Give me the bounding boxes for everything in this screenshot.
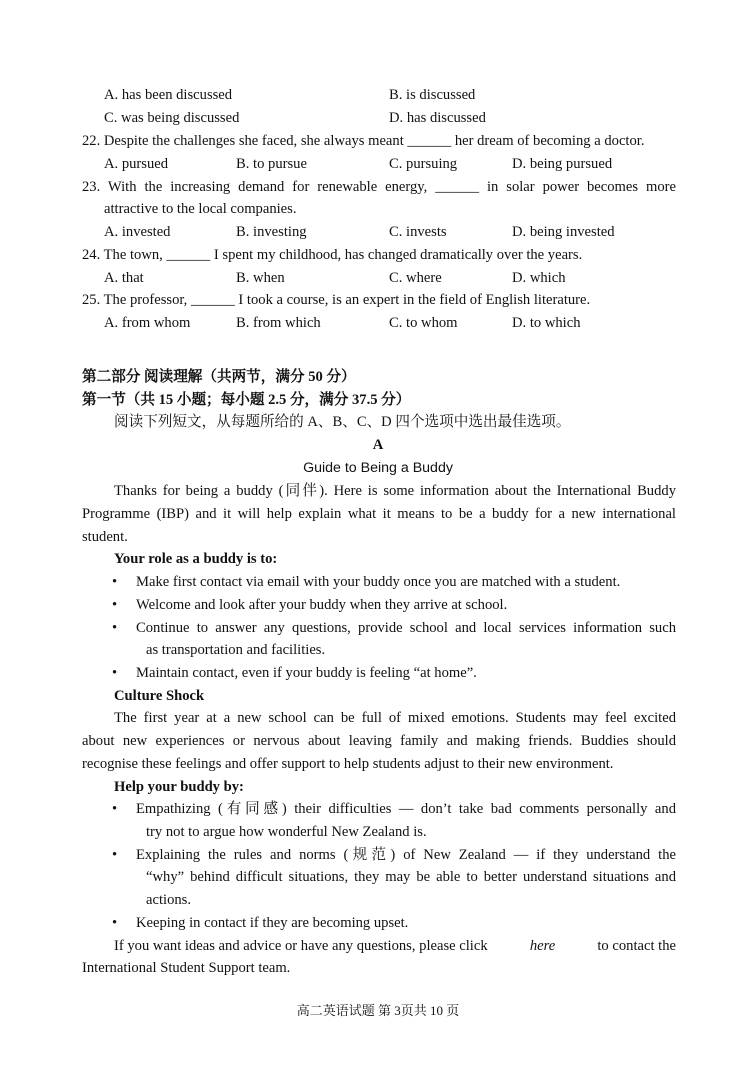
culture-line-1: The first year at a new school can be full of mixed emotions. Students may feel excited <box>114 710 676 726</box>
question-23-stem: 23. With the increasing demand for renewable energy, ______ in solar power becomes more <box>82 179 676 195</box>
q23-option-c: C. invests <box>389 224 447 240</box>
role-item-3-line-1: Continue to answer any questions, provide school and local services information such <box>136 620 676 636</box>
closing-line-2: International Student Support team. <box>82 960 291 976</box>
help-item-1-line-1: Empathizing (有同感) their difficulties — don’t take bad comments personally and <box>136 801 676 817</box>
q21-option-a: A. has been discussed <box>104 87 233 103</box>
q24-option-c: C. where <box>389 270 442 286</box>
q21-option-b: B. is discussed <box>389 87 476 103</box>
intro-line-2: Programme (IBP) and it will help explain what it means to be a buddy for a new international <box>82 506 676 522</box>
q24-option-d: D. which <box>512 270 566 286</box>
q24-option-b: B. when <box>236 270 285 286</box>
help-item-2-line-3: actions. <box>146 892 191 908</box>
q22-option-d: D. being pursued <box>512 156 613 172</box>
q23-option-d: D. being invested <box>512 224 615 240</box>
intro-line-3: student. <box>82 529 128 545</box>
help-item-2-line-2: “why” behind difficult situations, they may be able to better understand situations and <box>146 869 676 885</box>
question-23-stem-cont: attractive to the local companies. <box>104 201 297 217</box>
bullet-icon: • <box>112 665 118 681</box>
question-24-stem: 24. The town, ______ I spent my childhood, has changed dramatically over the years. <box>82 247 583 263</box>
help-heading: Help your buddy by: <box>114 779 244 795</box>
culture-line-2: about new experiences or nervous about leaving family and making friends. Buddies should <box>82 733 676 749</box>
bullet-icon: • <box>112 801 118 817</box>
role-item-1: Make first contact via email with your buddy once you are matched with a student. <box>136 574 621 590</box>
bullet-icon: • <box>112 574 118 590</box>
q23-option-b: B. investing <box>236 224 307 240</box>
question-22-stem: 22. Despite the challenges she faced, she always meant ______ her dream of becoming a doctor. <box>82 133 645 149</box>
closing-text-post: to contact the <box>597 938 676 954</box>
page-footer: 高二英语试题 第 3页共 10 页 <box>296 1003 460 1018</box>
passage-letter: A <box>372 437 384 453</box>
q23-option-a: A. invested <box>104 224 171 240</box>
q25-option-d: D. to which <box>512 315 581 331</box>
q21-option-d: D. has discussed <box>389 110 486 126</box>
reading-instruction: 阅读下列短文，从每题所给的 A、B、C、D 四个选项中选出最佳选项。 <box>114 414 571 430</box>
culture-line-3: recognise these feelings and offer support to help students adjust to their new environment. <box>82 756 614 772</box>
role-item-4: Maintain contact, even if your buddy is feeling “at home”. <box>136 665 477 681</box>
role-item-2: Welcome and look after your buddy when they arrive at school. <box>136 597 508 613</box>
closing-text-pre: If you want ideas and advice or have any questions, please click <box>114 938 488 954</box>
question-25-stem: 25. The professor, ______ I took a course, is an expert in the field of English literature. <box>82 292 591 308</box>
q21-option-c: C. was being discussed <box>104 110 240 126</box>
q22-option-c: C. pursuing <box>389 156 458 172</box>
q25-option-c: C. to whom <box>389 315 458 331</box>
bullet-icon: • <box>112 847 118 863</box>
role-heading: Your role as a buddy is to: <box>114 551 278 567</box>
culture-heading: Culture Shock <box>114 688 205 704</box>
q22-option-b: B. to pursue <box>236 156 307 172</box>
section1-title: 第一节（共 15 小题；每小题 2.5 分，满分 37.5 分） <box>82 392 411 408</box>
part2-title: 第二部分 阅读理解（共两节，满分 50 分） <box>82 369 356 385</box>
bullet-icon: • <box>112 915 118 931</box>
help-item-3: Keeping in contact if they are becoming upset. <box>136 915 409 931</box>
passage-title: Guide to Being a Buddy <box>303 460 453 476</box>
role-item-3-line-2: as transportation and facilities. <box>146 642 326 658</box>
q25-option-a: A. from whom <box>104 315 191 331</box>
q22-option-a: A. pursued <box>104 156 169 172</box>
bullet-icon: • <box>112 620 118 636</box>
help-item-2-line-1: Explaining the rules and norms (规范) of New Zealand — if they understand the <box>136 847 676 863</box>
here-link[interactable]: here <box>529 938 556 954</box>
closing-line-1 <box>114 935 676 958</box>
q24-option-a: A. that <box>104 270 144 286</box>
bullet-icon: • <box>112 597 118 613</box>
intro-line-1: Thanks for being a buddy (同伴). Here is some information about the International Buddy <box>114 483 676 499</box>
q25-option-b: B. from which <box>236 315 321 331</box>
help-item-1-line-2: try not to argue how wonderful New Zealand is. <box>146 824 427 840</box>
